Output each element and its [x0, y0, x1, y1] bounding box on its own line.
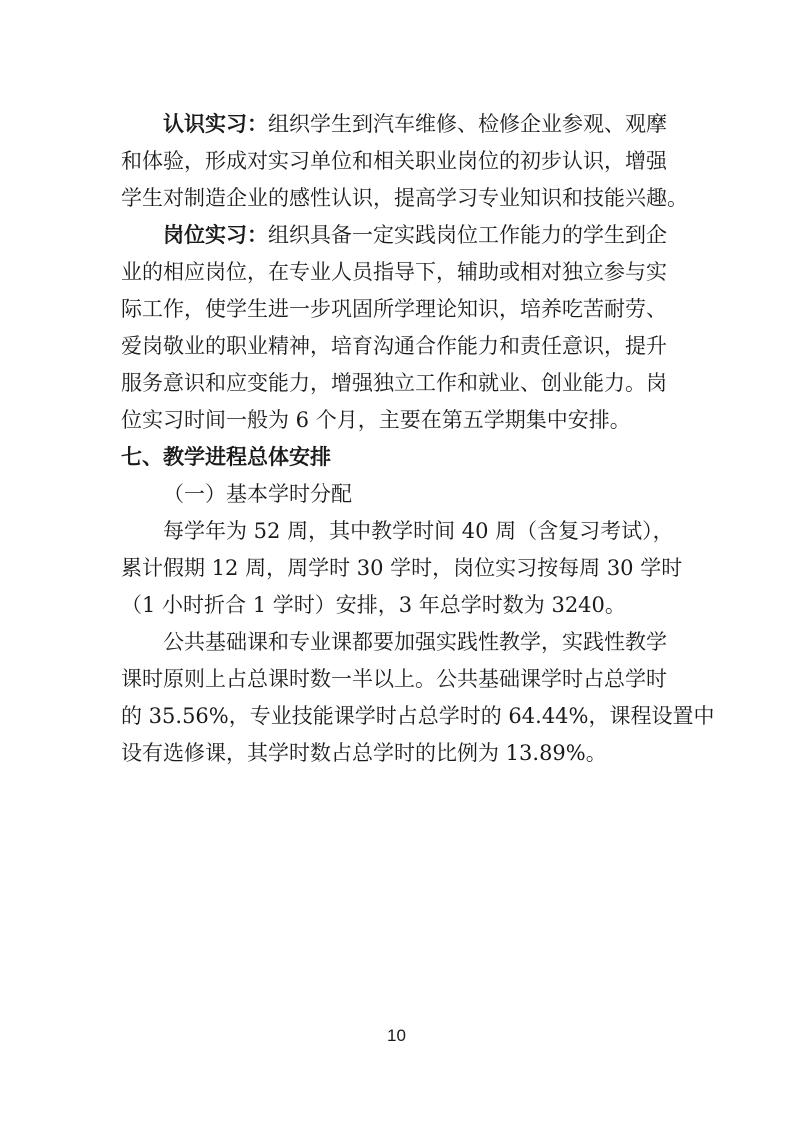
paragraph-cognitive-internship-line-1: [0, 106, 793, 142]
subsection-heading: （一）基本学时分配: [163, 482, 352, 506]
text-run: 组织学生到汽车维修、检修企业参观、观摩: [268, 112, 667, 136]
paragraph-post-internship-line-6: 位实习时间一般为 6 个月，主要在第五学期集中安排。: [121, 408, 631, 432]
section-heading: 七、教学进程总体安排: [121, 445, 331, 469]
paragraph-post-internship-line-5: 服务意识和应变能力，增强独立工作和就业、创业能力。岗: [121, 371, 667, 395]
post-internship-label: 岗位实习：: [163, 223, 268, 247]
paragraph-post-internship-line-3: 际工作，使学生进一步巩固所学理论知识，培养吃苦耐劳、: [121, 297, 667, 321]
cognitive-internship-label: 认识实习：: [163, 112, 268, 136]
text-run: 组织具备一定实践岗位工作能力的学生到企: [268, 223, 667, 247]
paragraph-cognitive-internship-line-2: 和体验，形成对实习单位和相关职业岗位的初步认识，增强: [121, 149, 667, 173]
paragraph-hours-line-2: 累计假期 12 周，周学时 30 学时，岗位实习按每周 30 学时: [121, 556, 683, 580]
paragraph-cognitive-internship-line-3: 学生对制造企业的感性认识，提高学习专业知识和技能兴趣。: [121, 186, 688, 210]
paragraph-post-internship-line-4: 爱岗敬业的职业精神，培育沟通合作能力和责任意识，提升: [121, 334, 667, 358]
paragraph-practice-line-4: 设有选修课，其学时数占总学时的比例为 13.89%。: [121, 741, 607, 765]
paragraph-practice-line-3: 的 35.56%，专业技能课学时占总学时的 64.44%，课程设置中: [121, 704, 715, 728]
paragraph-post-internship-line-1: [0, 217, 793, 253]
paragraph-practice-line-1: 公共基础课和专业课都要加强实践性教学，实践性教学: [163, 630, 667, 654]
paragraph-hours-line-3: （1 小时折合 1 学时）安排，3 年总学时数为 3240。: [121, 593, 626, 617]
paragraph-post-internship-line-2: 业的相应岗位，在专业人员指导下，辅助或相对独立参与实: [121, 260, 667, 284]
paragraph-practice-line-2: 课时原则上占总课时数一半以上。公共基础课学时占总学时: [121, 667, 667, 691]
paragraph-hours-line-1: 每学年为 52 周，其中教学时间 40 周（含复习考试），: [163, 519, 674, 543]
page-number: 10: [387, 1026, 406, 1045]
